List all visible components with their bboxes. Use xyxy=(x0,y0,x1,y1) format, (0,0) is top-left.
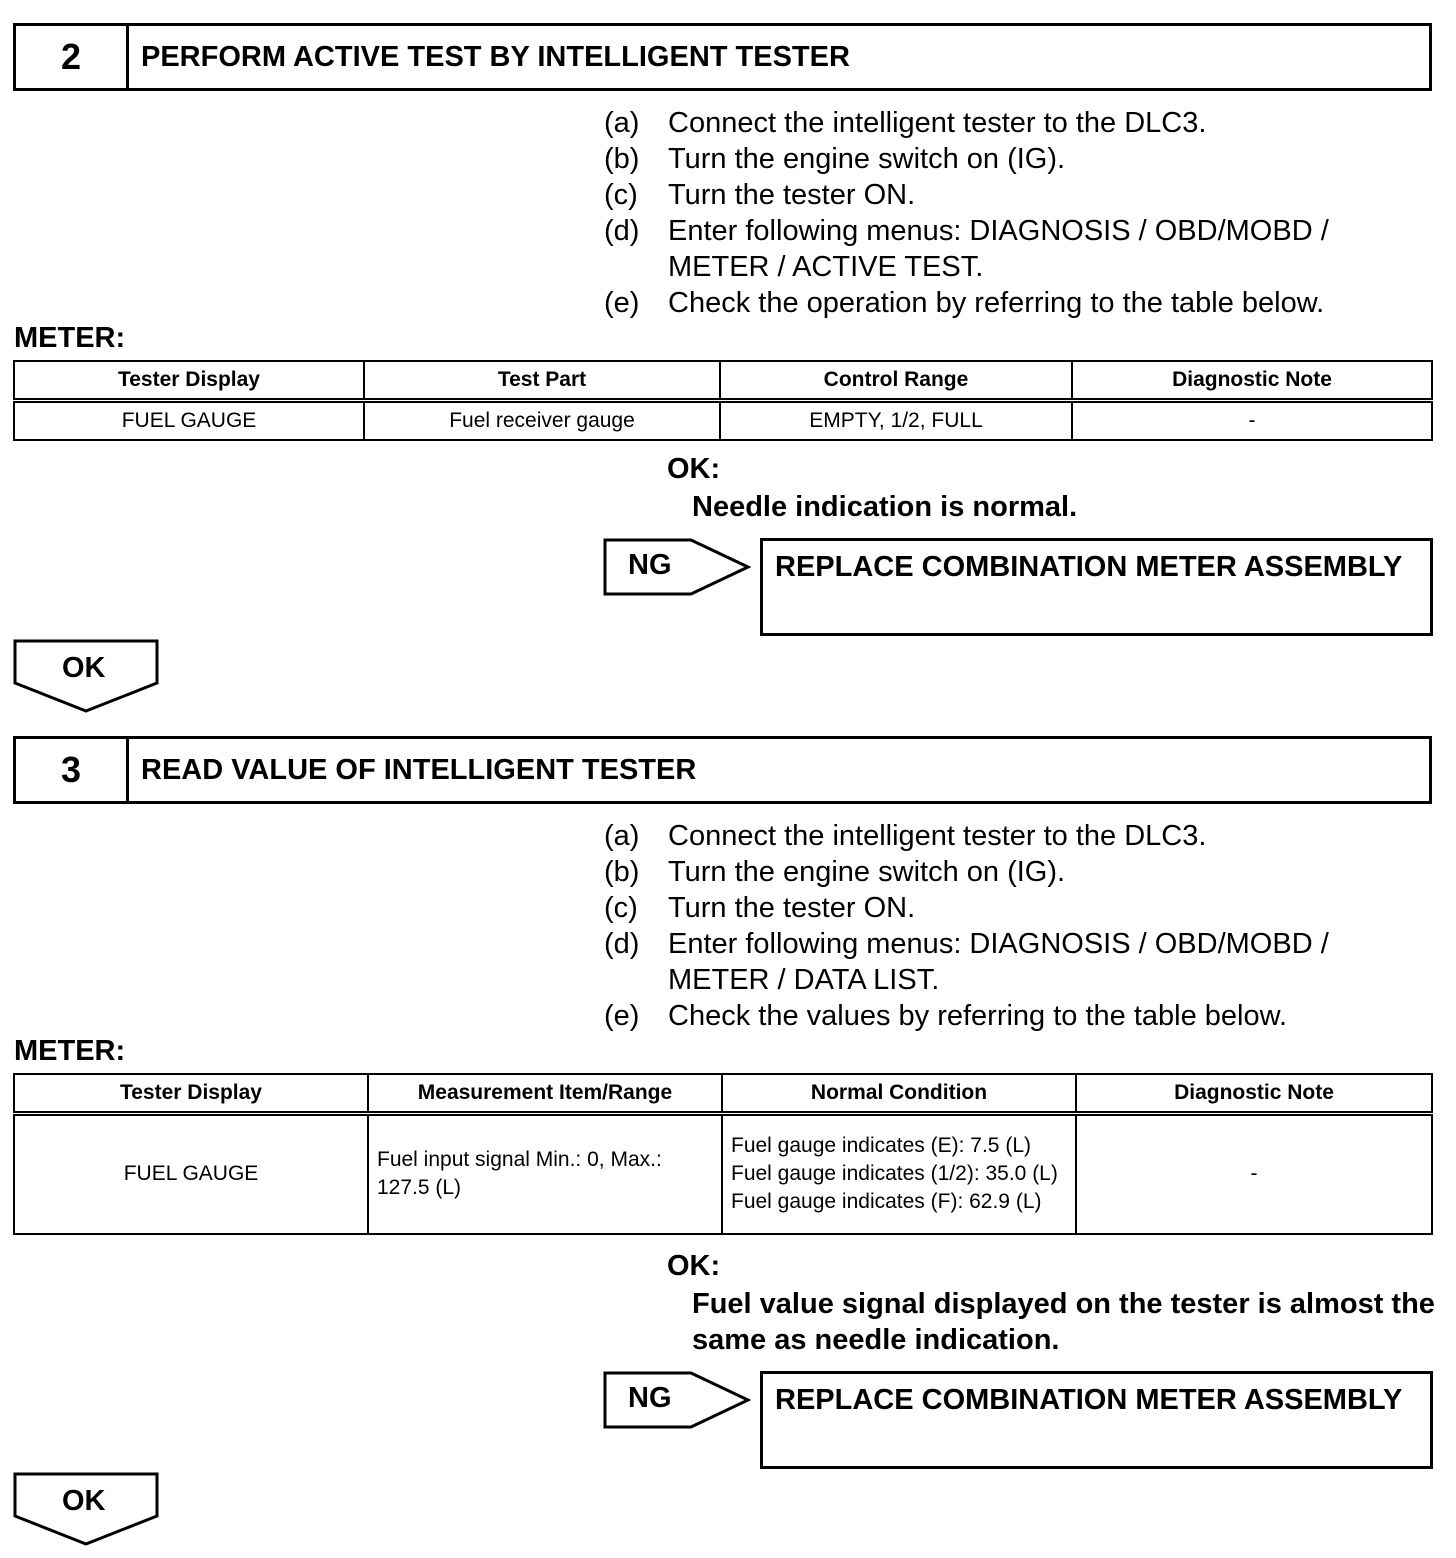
instruction-text: Enter following menus: DIAGNOSIS / OBD/MOBD / METER / ACTIVE TEST. xyxy=(668,215,1329,283)
instruction-text: Check the values by referring to the table below. xyxy=(668,1000,1288,1032)
table-cell: Fuel input signal Min.: 0, Max.: 127.5 (L) xyxy=(368,1114,722,1234)
instruction-item xyxy=(604,998,1424,1034)
step-number: 3 xyxy=(16,739,129,801)
instruction-letter: (d) xyxy=(604,215,640,247)
instruction-item xyxy=(604,141,1424,177)
column-header: Tester Display xyxy=(14,1074,368,1114)
section-label: METER: xyxy=(14,1035,126,1067)
table-cell-conditions xyxy=(722,1114,1076,1234)
ok-description: Needle indication is normal. xyxy=(692,491,1078,523)
column-header: Control Range xyxy=(720,361,1072,401)
table-header-row xyxy=(14,361,1432,401)
column-header: Diagnostic Note xyxy=(1072,361,1432,401)
replace-action-box: REPLACE COMBINATION METER ASSEMBLY xyxy=(760,538,1433,636)
instruction-item xyxy=(604,854,1424,890)
instruction-letter: (c) xyxy=(604,179,638,211)
instruction-letter: (e) xyxy=(604,287,640,319)
instruction-item xyxy=(604,818,1424,854)
step-title: READ VALUE OF INTELLIGENT TESTER xyxy=(141,753,697,786)
step-2-header xyxy=(13,23,1432,91)
ng-arrow-icon xyxy=(603,538,751,596)
step-3-instructions xyxy=(604,818,1424,1034)
table-cell: - xyxy=(1072,401,1432,441)
instruction-item xyxy=(604,890,1424,926)
instruction-text: Turn the engine switch on (IG). xyxy=(668,856,1066,888)
step-2-instructions xyxy=(604,105,1424,321)
instruction-text: Check the operation by referring to the table below. xyxy=(668,287,1325,319)
table-row xyxy=(14,1114,1432,1234)
ok-description: Fuel value signal displayed on the tester is almost the same as needle indication. xyxy=(692,1288,1435,1356)
instruction-letter: (b) xyxy=(604,856,640,888)
instruction-text: Enter following menus: DIAGNOSIS / OBD/MOBD / METER / DATA LIST. xyxy=(668,928,1329,996)
table-cell: - xyxy=(1076,1114,1432,1234)
instruction-item xyxy=(604,926,1424,998)
instruction-letter: (a) xyxy=(604,820,640,852)
ok-arrow-label: OK xyxy=(62,1485,106,1517)
instruction-text: Turn the tester ON. xyxy=(668,179,916,211)
instruction-item xyxy=(604,213,1424,285)
instruction-text: Connect the intelligent tester to the DLC3. xyxy=(668,820,1207,852)
instruction-item xyxy=(604,105,1424,141)
data-list-table xyxy=(13,1073,1433,1235)
column-header: Measurement Item/Range xyxy=(368,1074,722,1114)
condition-line: Fuel gauge indicates (F): 62.9 (L) xyxy=(731,1190,1042,1214)
instruction-item xyxy=(604,285,1424,321)
step-3-header xyxy=(13,736,1432,804)
column-header: Diagnostic Note xyxy=(1076,1074,1432,1114)
ok-label: OK: xyxy=(667,453,721,485)
instruction-item xyxy=(604,177,1424,213)
table-cell: FUEL GAUGE xyxy=(14,1114,368,1234)
ng-label: NG xyxy=(628,549,672,581)
ng-label: NG xyxy=(628,1382,672,1414)
column-header: Test Part xyxy=(364,361,720,401)
step-title: PERFORM ACTIVE TEST BY INTELLIGENT TESTER xyxy=(141,40,850,73)
instruction-text: Turn the tester ON. xyxy=(668,892,916,924)
section-label: METER: xyxy=(14,322,126,354)
instruction-letter: (a) xyxy=(604,107,640,139)
table-cell: EMPTY, 1/2, FULL xyxy=(720,401,1072,441)
table-cell: FUEL GAUGE xyxy=(14,401,364,441)
instruction-letter: (c) xyxy=(604,892,638,924)
step-number: 2 xyxy=(16,26,129,88)
instruction-letter: (d) xyxy=(604,928,640,960)
replace-action-box: REPLACE COMBINATION METER ASSEMBLY xyxy=(760,1371,1433,1469)
condition-line: Fuel gauge indicates (1/2): 35.0 (L) xyxy=(731,1162,1058,1186)
table-cell: Fuel receiver gauge xyxy=(364,401,720,441)
table-row xyxy=(14,401,1432,441)
instruction-text: Turn the engine switch on (IG). xyxy=(668,143,1066,175)
instruction-letter: (b) xyxy=(604,143,640,175)
column-header: Normal Condition xyxy=(722,1074,1076,1114)
column-header: Tester Display xyxy=(14,361,364,401)
table-header-row xyxy=(14,1074,1432,1114)
ok-arrow-label: OK xyxy=(62,652,106,684)
instruction-letter: (e) xyxy=(604,1000,640,1032)
condition-line: Fuel gauge indicates (E): 7.5 (L) xyxy=(731,1134,1031,1158)
active-test-table xyxy=(13,360,1433,441)
ok-label: OK: xyxy=(667,1250,721,1282)
instruction-text: Connect the intelligent tester to the DLC3. xyxy=(668,107,1207,139)
ng-arrow-icon xyxy=(603,1371,751,1429)
